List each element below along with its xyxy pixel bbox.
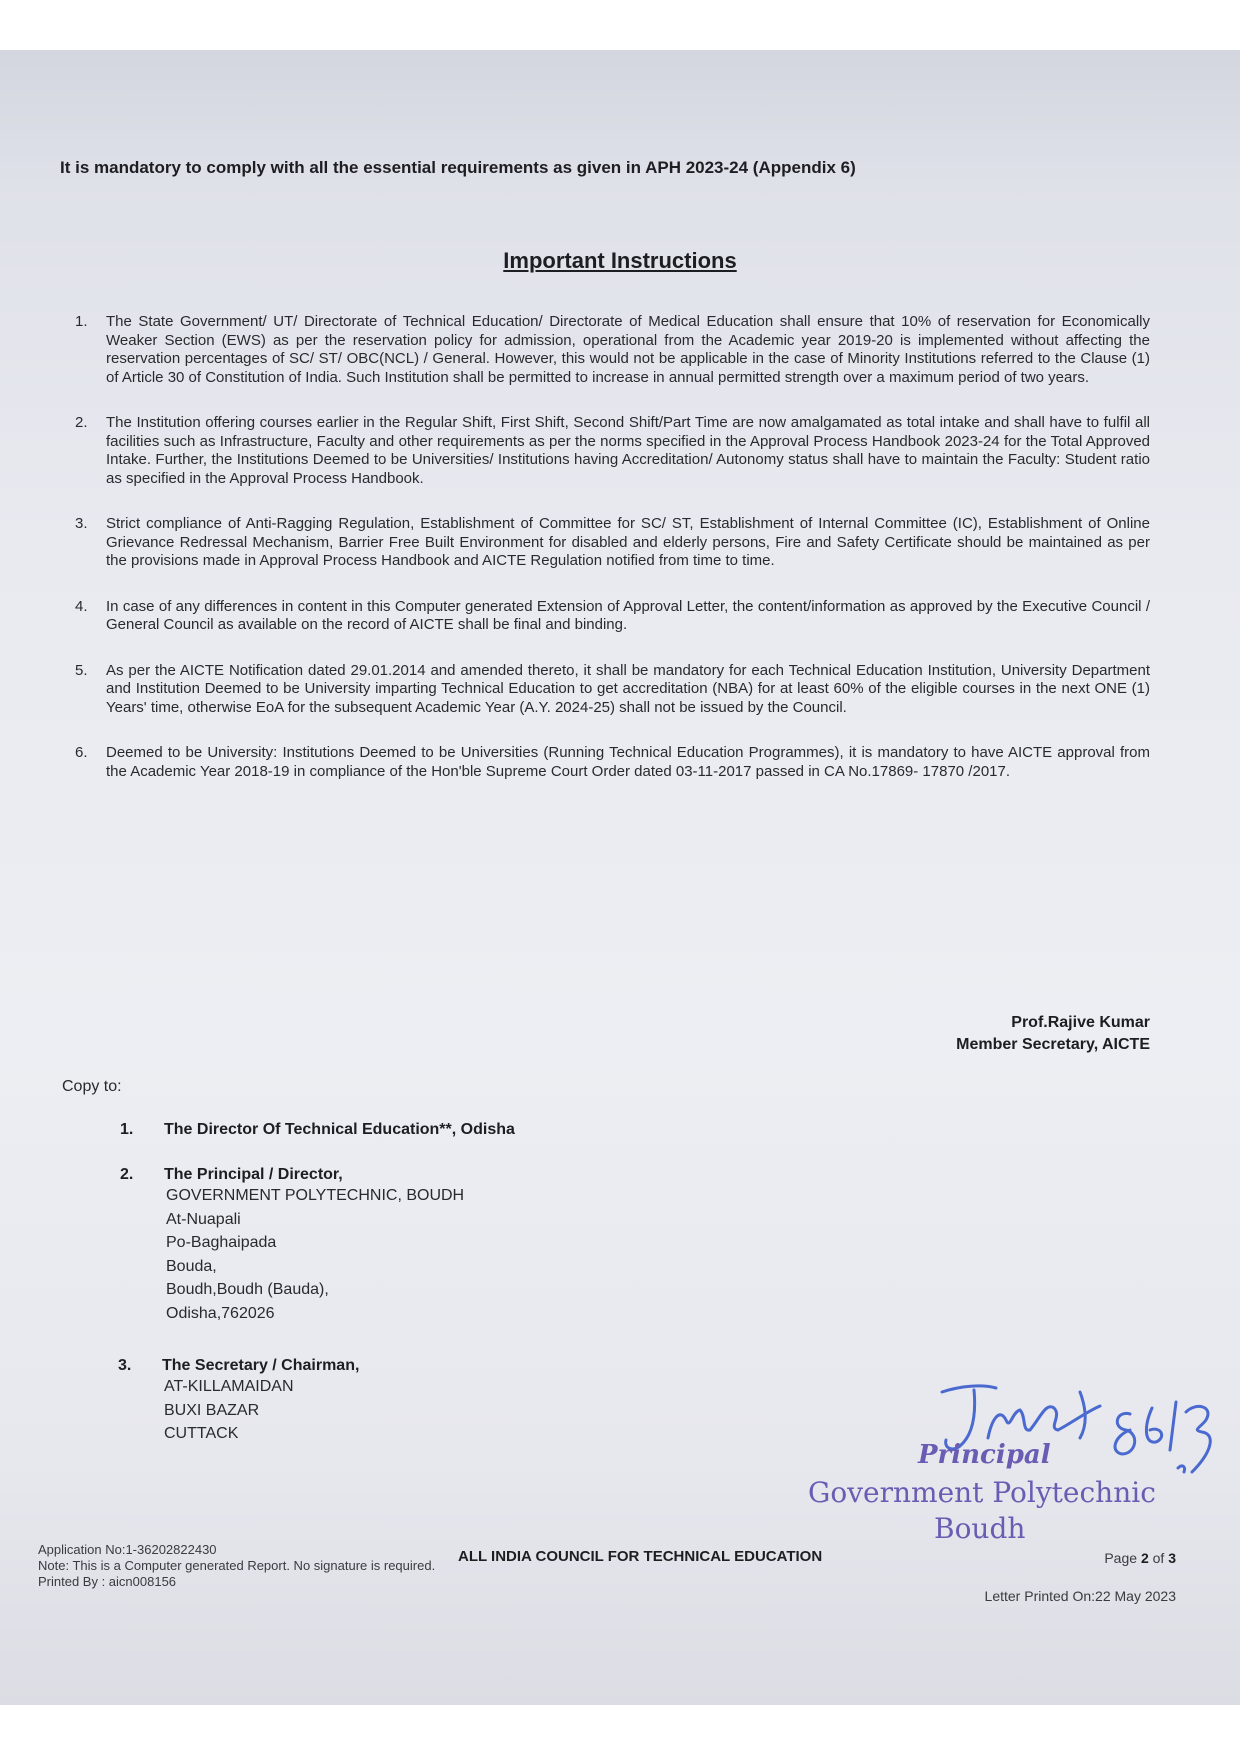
copy-to-item-1 bbox=[120, 1121, 515, 1139]
instruction-item bbox=[75, 515, 1150, 571]
stamp-location: Boudh bbox=[934, 1512, 1026, 1545]
instruction-number: 6. bbox=[75, 744, 88, 761]
copy-to-item-3 bbox=[118, 1357, 359, 1446]
instruction-text: The Institution offering courses earlier in the Regular Shift, First Shift, Second Shift/Part Time are now amalgamated as total intake and shall have to fulfil all facilities such as Infrastructure, Faculty and other requirements as per the norms specified in the Approval Process Handbook 2023-24 for the Total Approved Intake. Further, the Institutions Deemed to be Universities/ Institutions having Accreditation/ Autonomy status shall have to maintain the Faculty: Student ratio as specified in the Approval Process Handbook. bbox=[106, 414, 1150, 487]
copy-to-heading: The Director Of Technical Education**, Odisha bbox=[164, 1121, 515, 1138]
instruction-text: As per the AICTE Notification dated 29.01.2014 and amended thereto, it shall be mandatory for each Technical Education Institution, University Department and Institution Deemed to be University imparting Technical Education to get accreditation (NBA) for at least 60% of the eligible courses in the next ONE (1) Years' time, otherwise EoA for the subsequent Academic Year (A.Y. 2024-25) shall not be issued by the Council. bbox=[106, 661, 1150, 716]
copy-to-heading: The Secretary / Chairman, bbox=[162, 1357, 360, 1374]
letter-printed-date: Letter Printed On:22 May 2023 bbox=[984, 1588, 1176, 1604]
address-line: CUTTACK bbox=[164, 1425, 239, 1442]
instruction-number: 4. bbox=[75, 597, 88, 615]
address-line: At-Nuapali bbox=[166, 1210, 241, 1228]
address-block bbox=[166, 1184, 464, 1325]
instruction-item bbox=[75, 414, 1150, 488]
address-block bbox=[164, 1375, 359, 1446]
address-line: Bouda, bbox=[166, 1257, 217, 1275]
instruction-number: 3. bbox=[75, 515, 88, 532]
page-title: Important Instructions bbox=[503, 248, 737, 273]
address-line: GOVERNMENT POLYTECHNIC, BOUDH bbox=[166, 1187, 465, 1204]
copy-to-label: Copy to: bbox=[62, 1078, 122, 1095]
instruction-number: 2. bbox=[75, 414, 88, 431]
footer-note: Note: This is a Computer generated Report. No signature is required. bbox=[38, 1558, 436, 1573]
copy-to-heading: The Principal / Director, bbox=[164, 1166, 343, 1183]
instruction-text: The State Government/ UT/ Directorate of Technical Education/ Directorate of Medical Education shall ensure that 10% of reservation for Economically Weaker Section (EWS) as per the reservation policy for admission, operational from the Academic year 2019-20 is implemented without affecting the reservation percentages of SC/ ST/ OBC(NCL) / General. However, this would not be applicable in the case of Minority Institutions referred to the Clause (1) of Article 30 of Constitution of India. Such Institution shall be permitted to increase in annual permitted strength over a maximum period of two years. bbox=[106, 313, 1150, 386]
address-line: AT-KILLAMAIDAN bbox=[164, 1378, 294, 1395]
page-current: 2 bbox=[1140, 1550, 1149, 1566]
instruction-text: Strict compliance of Anti-Ragging Regulation, Establishment of Committee for SC/ ST, Establishment of Internal Committee (IC), Establishment of Online Grievance Redressal Mechanism, Barrier Free Built Environment for disabled and elderly persons, Fire and Safety Certificate should be maintained as per the provisions made in Approval Process Handbook and AICTE Regulation notified from time to time. bbox=[106, 515, 1150, 569]
instructions-list bbox=[75, 313, 1150, 808]
copy-to-item-2 bbox=[120, 1166, 464, 1325]
instruction-item bbox=[75, 313, 1150, 387]
address-line: Odisha,762026 bbox=[166, 1304, 275, 1322]
copy-to-number: 2. bbox=[120, 1166, 134, 1183]
copy-to-number: 3. bbox=[118, 1357, 132, 1374]
instruction-number: 5. bbox=[75, 661, 88, 679]
council-name: ALL INDIA COUNCIL FOR TECHNICAL EDUCATION bbox=[458, 1548, 823, 1565]
instruction-item bbox=[75, 598, 1150, 635]
signatory-title: Member Secretary, AICTE bbox=[956, 1036, 1150, 1053]
page-indicator bbox=[1104, 1550, 1176, 1566]
address-line: BUXI BAZAR bbox=[164, 1401, 260, 1419]
page-total: 3 bbox=[1168, 1550, 1176, 1566]
signatory-name: Prof.Rajive Kumar bbox=[1011, 1014, 1150, 1031]
printed-by: Printed By : aicn008156 bbox=[38, 1574, 177, 1589]
instruction-item bbox=[75, 744, 1150, 781]
address-line: Po-Baghaipada bbox=[166, 1234, 277, 1251]
instruction-number: 1. bbox=[75, 313, 88, 330]
page-prefix: Page bbox=[1104, 1550, 1141, 1566]
mandatory-note: It is mandatory to comply with all the essential requirements as given in APH 2023-24 (Appendix 6) bbox=[60, 158, 856, 177]
instruction-text: In case of any differences in content in this Computer generated Extension of Approval Letter, the content/information as approved by the Executive Council / General Council as available on the record of AICTE shall be final and binding. bbox=[106, 597, 1150, 633]
copy-to-number: 1. bbox=[120, 1121, 134, 1138]
page-separator: of bbox=[1148, 1550, 1169, 1566]
stamp-principal: Principal bbox=[918, 1440, 1051, 1470]
instruction-text: Deemed to be University: Institutions Deemed to be Universities (Running Technical Education Programmes), it is mandatory to have AICTE approval from the Academic Year 2018-19 in compliance of the Hon'ble Supreme Court Order dated 03-11-2017 passed in CA No.17869- 17870 /2017. bbox=[106, 744, 1150, 780]
footer-meta bbox=[38, 1542, 435, 1590]
application-number: Application No:1-36202822430 bbox=[38, 1542, 217, 1557]
address-line: Boudh,Boudh (Bauda), bbox=[166, 1281, 329, 1298]
instruction-item bbox=[75, 662, 1150, 718]
stamp-institution: Government Polytechnic bbox=[808, 1476, 1156, 1509]
handwritten-signature bbox=[930, 1372, 1230, 1492]
